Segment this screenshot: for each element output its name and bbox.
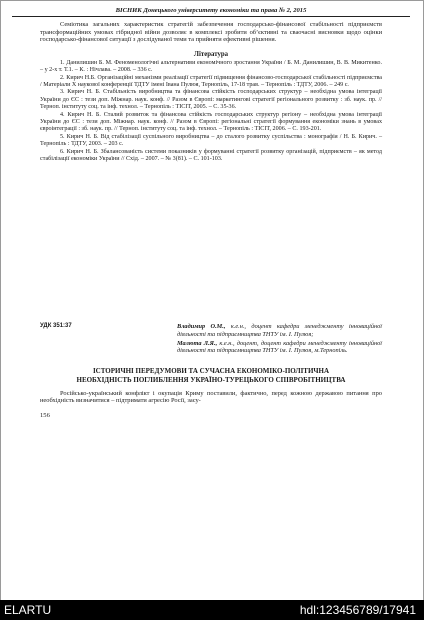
journal-page — [10, 6, 412, 594]
udk-code: УДК 351:37 — [40, 323, 72, 330]
author-entry — [177, 340, 382, 355]
article-title — [40, 367, 382, 385]
repository-name: ELARTU — [4, 603, 52, 617]
reference-item: 5. Кирич Н. Б. Від стабілізації суспільного виробництва – до сталого розвитку суспільства : монографія / Н. Б. Кирич. – Тернопіль : ТДТУ, 2003. – 203 с. — [40, 133, 382, 148]
page-number: 156 — [40, 412, 50, 420]
author-block — [177, 323, 382, 355]
repository-footer-bar — [0, 600, 424, 620]
article-title-line: НЕОБХІДНІСТЬ ПОГЛИБЛЕННЯ УКРАЇНО-ТУРЕЦЬКОГО СПІВРОБІТНИЦТВА — [76, 375, 346, 384]
article-meta — [40, 323, 382, 355]
reference-item: 2. Кирич Н.Б. Організаційні механізми реалізації стратегії підвищення фінансово-господарської стабільності підприємства / Матеріали Х наукової конференції ТДТУ імені Івана Пулюя, Тернопіль, 17-18 трав. – Тернопіль : ТДТУ, 2006. – 249 с. — [40, 74, 382, 88]
reference-item: 1. Данилишин Б. М. Феноменологічні альтернативи економічного зростання України / Б. М. Данилишин, В. В. Микитенко. – у 2-х т. Т.1. – К. : Нічлава. – 2008. – 336 с. — [40, 59, 382, 74]
blank-space — [40, 163, 382, 323]
reference-item: 4. Кирич Н. Б. Сталий розвиток та фінансова стійкість господарських структур регіону – необхідна умова інтеграції України до ЄС : тези доп. Міжнар. наук. конф. // Разом в Європі: регіональні стратегії формування економіки знань в умовах євроінтеграції : зб. наук. пр. // Терноп. інституту соц. та інф. технол. – Тернопіль : ТІСІТ, 2006. – С. 193-201. — [40, 111, 382, 133]
author-affiliation: к.е.н., доцент, доцент кафедри менеджменту інноваційної діяльності та підприємництва ТНТУ ім. І. Пулюя, м.Тернопіль. — [177, 339, 382, 355]
author-affiliation: к.е.н., доцент кафедри менеджменту інноваційної діяльності та підприємництва ТНТУ ім. І. Пулюя; — [177, 323, 382, 339]
author-name: Владимир О.М., — [177, 323, 226, 331]
author-name: Малюта Л.Я., — [177, 339, 218, 347]
article-first-paragraph: Російсько-український конфлікт і окупація Криму поставили, фактично, перед кожною державою питання про необхідність визначитися – підтримати агресію Росії, засу- — [40, 389, 382, 405]
author-entry — [177, 323, 382, 338]
literature-heading: Література — [193, 50, 229, 58]
reference-item: 6. Кирич Н. Б. Збалансованість системи показників у формуванні стратегії розвитку організацій, підприємств – як метод стабілізації економіки України // Схід. – 2007. – № 3(81). – С. 101-103. — [40, 148, 382, 163]
body-column — [40, 21, 382, 419]
article-title-line: ІСТОРИЧНІ ПЕРЕДУМОВИ ТА СУЧАСНА ЕКОНОМІКО-ПОЛІТИЧНА — [92, 366, 330, 375]
intro-paragraph: Семіотика загальних характеристик стратегій забезпечення господарсько-фінансової стабільності підприємств трансформаційних умовах гібридної війни дозволяє в комплексі зробити об’єктивні та сваочасні висновки щодо оцінки господарсько-фінансової ситуації з дослідуваної теми та прийняти ефективні рішення. — [40, 21, 382, 44]
reference-item: 3. Кирич Н. Б. Стабільність виробництва та фінансова стійкість господарських структур – необхідна умова інтеграції України до ЄС : тези доп. Міжнар. наук. конф. // Разом в Європі: маркетингові стратегії регіонального розвитку : зб. наук. пр. // Терноп. інституту соц. та інф. технол. – Тернопіль : ТІСІТ, 2005. – С. 35-36. — [40, 89, 382, 111]
running-header: ВІСНИК Донецького університету економіки та права № 2, 2015 — [12, 6, 410, 17]
handle-id: hdl:123456789/17941 — [299, 603, 416, 617]
